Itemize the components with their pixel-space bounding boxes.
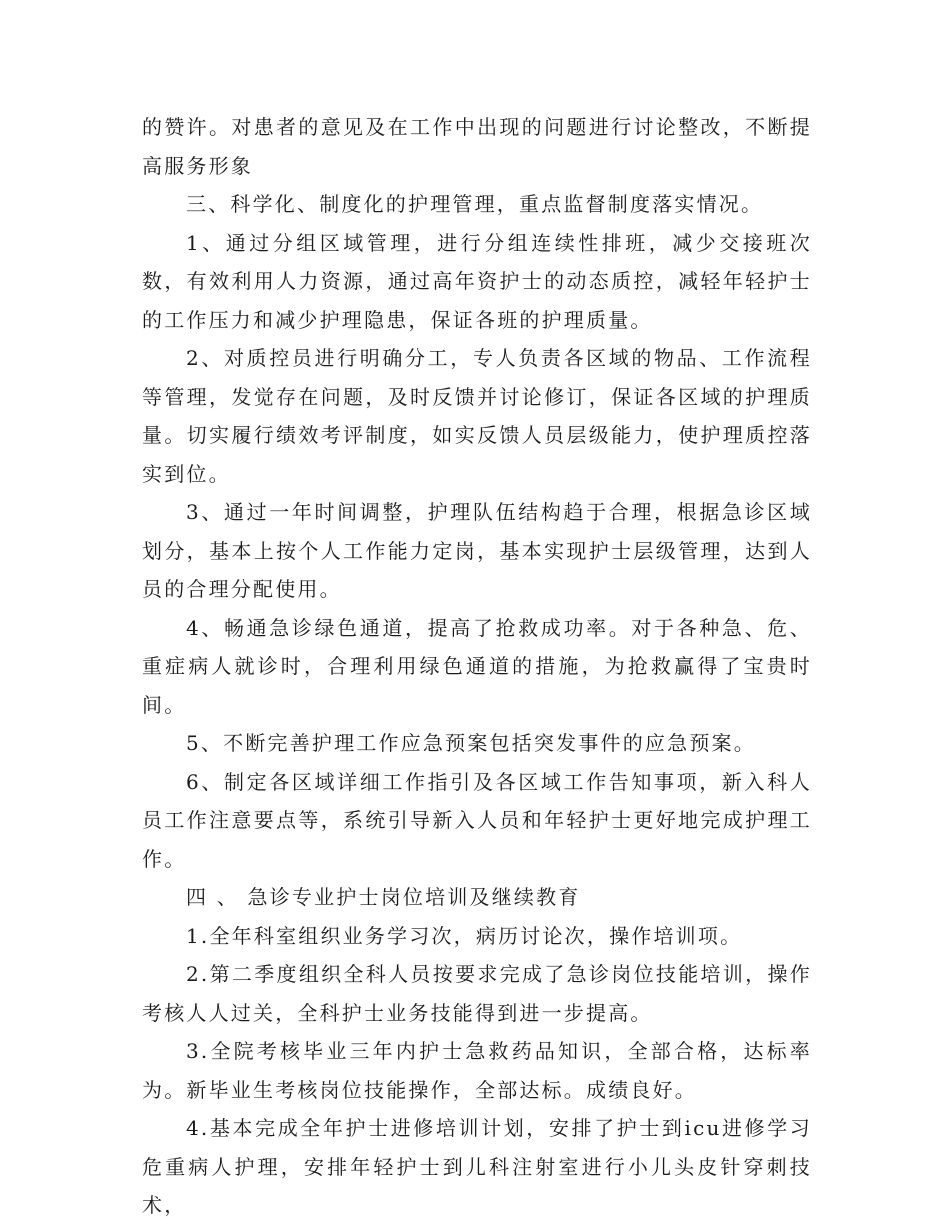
training-item-4: 4.基本完成全年护士进修培训计划，安排了护士到icu进修学习危重病人护理，安排年轻护士到儿科注射室进行小儿头皮针穿刺技术， [142,1116,812,1217]
paragraph-item-6: 6、制定各区域详细工作指引及各区域工作告知事项，新入科人员工作注意要点等，系统引导新入人员和年轻护士更好地完成护理工作。 [142,769,812,871]
section-heading-3: 三、科学化、制度化的护理管理，重点监督制度落实情况。 [186,192,764,216]
paragraph-item-3: 3、通过一年时间调整，护理队伍结构趋于合理，根据急诊区域划分，基本上按个人工作能力定岗，基本实现护士层级管理，达到人员的合理分配使用。 [142,500,812,601]
paragraph-item-5: 5、不断完善护理工作应急预案包括突发事件的应急预案。 [186,731,756,755]
section-heading-4: 四 、 急诊专业护士岗位培训及继续教育 [186,885,581,909]
training-item-1: 1.全年科室组织业务学习次，病历讨论次，操作培训项。 [186,923,743,948]
training-item-2: 2.第二季度组织全科人员按要求完成了急诊岗位技能培训，操作考核人人过关，全科护士业务技能得到进一步提高。 [142,962,812,1025]
paragraph-item-2: 2、对质控员进行明确分工，专人负责各区域的物品、工作流程等管理，发觉存在问题，及时反馈并讨论修订，保证各区域的护理质量。切实履行绩效考评制度，如实反馈人员层级能力，使护理质控落实到位。 [142,346,812,486]
paragraph-continuation: 的赞许。对患者的意见及在工作中出现的问题进行讨论整改，不断提高服务形象 [142,115,812,178]
paragraph-item-1: 1、通过分组区域管理，进行分组连续性排班，减少交接班次数，有效利用人力资源，通过高年资护士的动态质控，减轻年轻护士的工作压力和减少护理隐患，保证各班的护理质量。 [142,230,812,332]
paragraph-item-4: 4、畅通急诊绿色通道，提高了抢救成功率。对于各种急、危、重症病人就诊时，合理利用绿色通道的措施，为抢救赢得了宝贵时间。 [142,615,812,717]
training-item-3: 3.全院考核毕业三年内护士急救药品知识，全部合格，达标率为。新毕业生考核岗位技能操作，全部达标。成绩良好。 [142,1039,812,1102]
document-body [142,108,812,1225]
